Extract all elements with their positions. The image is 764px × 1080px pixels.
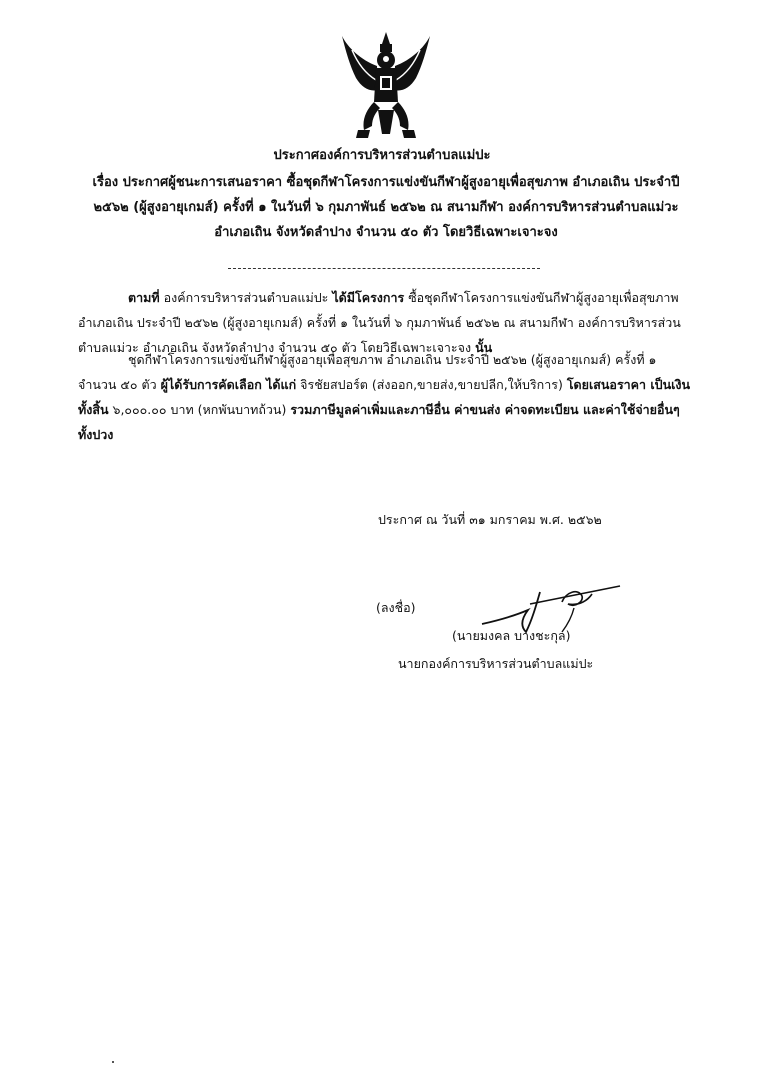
- result-vendor: จิรชัยสปอร์ต (ส่งออก,ขายส่ง,ขายปลีก,ให้บริการ): [300, 377, 563, 392]
- result-amount: ๖,๐๐๐.๐๐ บาท (หกพันบาทถ้วน): [112, 402, 287, 417]
- document-subject: [78, 170, 694, 245]
- result-selected-label: ผู้ได้รับการคัดเลือก ได้แก่: [160, 377, 297, 392]
- announce-date: ประกาศ ณ วันที่ ๓๑ มกราคม พ.ศ. ๒๕๖๒: [378, 512, 602, 527]
- intro-end: นั้น: [475, 340, 493, 355]
- separator-rule: [228, 268, 540, 269]
- subject-text: ประกาศผู้ชนะการเสนอราคา ซื้อชุดกีฬาโครงการแข่งขันกีฬาผู้สูงอายุเพื่อสุขภาพ อำเภอเถิน ประจำปี ๒๕๖๒ (ผู้สูงอายุเกมส์) ครั้งที่ ๑ ในวันที่ ๖ กุมภาพันธ์ ๒๕๖๒ ณ สนามกีฬา องค์การบริหารส่วนตำบลแม่วะ อำเภอเถิน จังหวัดลำปาง จำนวน ๕๐ ตัว โดยวิธีเฉพาะเจาะจง: [93, 175, 680, 240]
- document-heading: ประกาศองค์การบริหารส่วนตำบลแม่ปะ: [273, 148, 491, 163]
- garuda-emblem-icon: [336, 30, 436, 140]
- result-item: ชุดกีฬาโครงการแข่งขันกีฬาผู้สูงอายุเพื่อสุขภาพ อำเภอเถิน ประจำปี ๒๕๖๒ (ผู้สูงอายุเกมส์) ครั้งที่ ๑ จำนวน ๕๐ ตัว: [78, 352, 657, 392]
- signer-position: นายกองค์การบริหารส่วนตำบลแม่ปะ: [398, 656, 594, 671]
- result-tail: รวมภาษีมูลค่าเพิ่มและภาษีอื่น ค่าขนส่ง ค่าจดทะเบียน และค่าใช้จ่ายอื่นๆ ทั้งปวง: [78, 402, 680, 442]
- sign-label: (ลงชื่อ): [376, 600, 416, 615]
- intro-rest: ซื้อชุดกีฬาโครงการแข่งขันกีฬาผู้สูงอายุเพื่อสุขภาพ อำเภอเถิน ประจำปี ๒๕๖๒ (ผู้สูงอายุเกมส์) ครั้งที่ ๑ ในวันที่ ๖ กุมภาพันธ์ ๒๕๖๒ ณ สนามกีฬา องค์การบริหารส่วนตำบลแม่วะ อำเภอเถิน จังหวัดลำปาง จำนวน ๕๐ ตัว โดยวิธีเฉพาะเจาะจง: [78, 290, 681, 355]
- intro-have: ได้มีโครงการ: [332, 290, 405, 305]
- intro-lead: ตามที่: [128, 290, 160, 305]
- result-offer-label: โดยเสนอราคา เป็นเงินทั้งสิ้น: [78, 377, 691, 417]
- paragraph-result: [78, 347, 694, 447]
- subject-label: เรื่อง: [92, 175, 119, 190]
- scan-speck: [112, 1061, 114, 1063]
- intro-org: องค์การบริหารส่วนตำบลแม่ปะ: [163, 290, 329, 305]
- signer-name: (นายมงคล บางชะกุล): [452, 628, 571, 643]
